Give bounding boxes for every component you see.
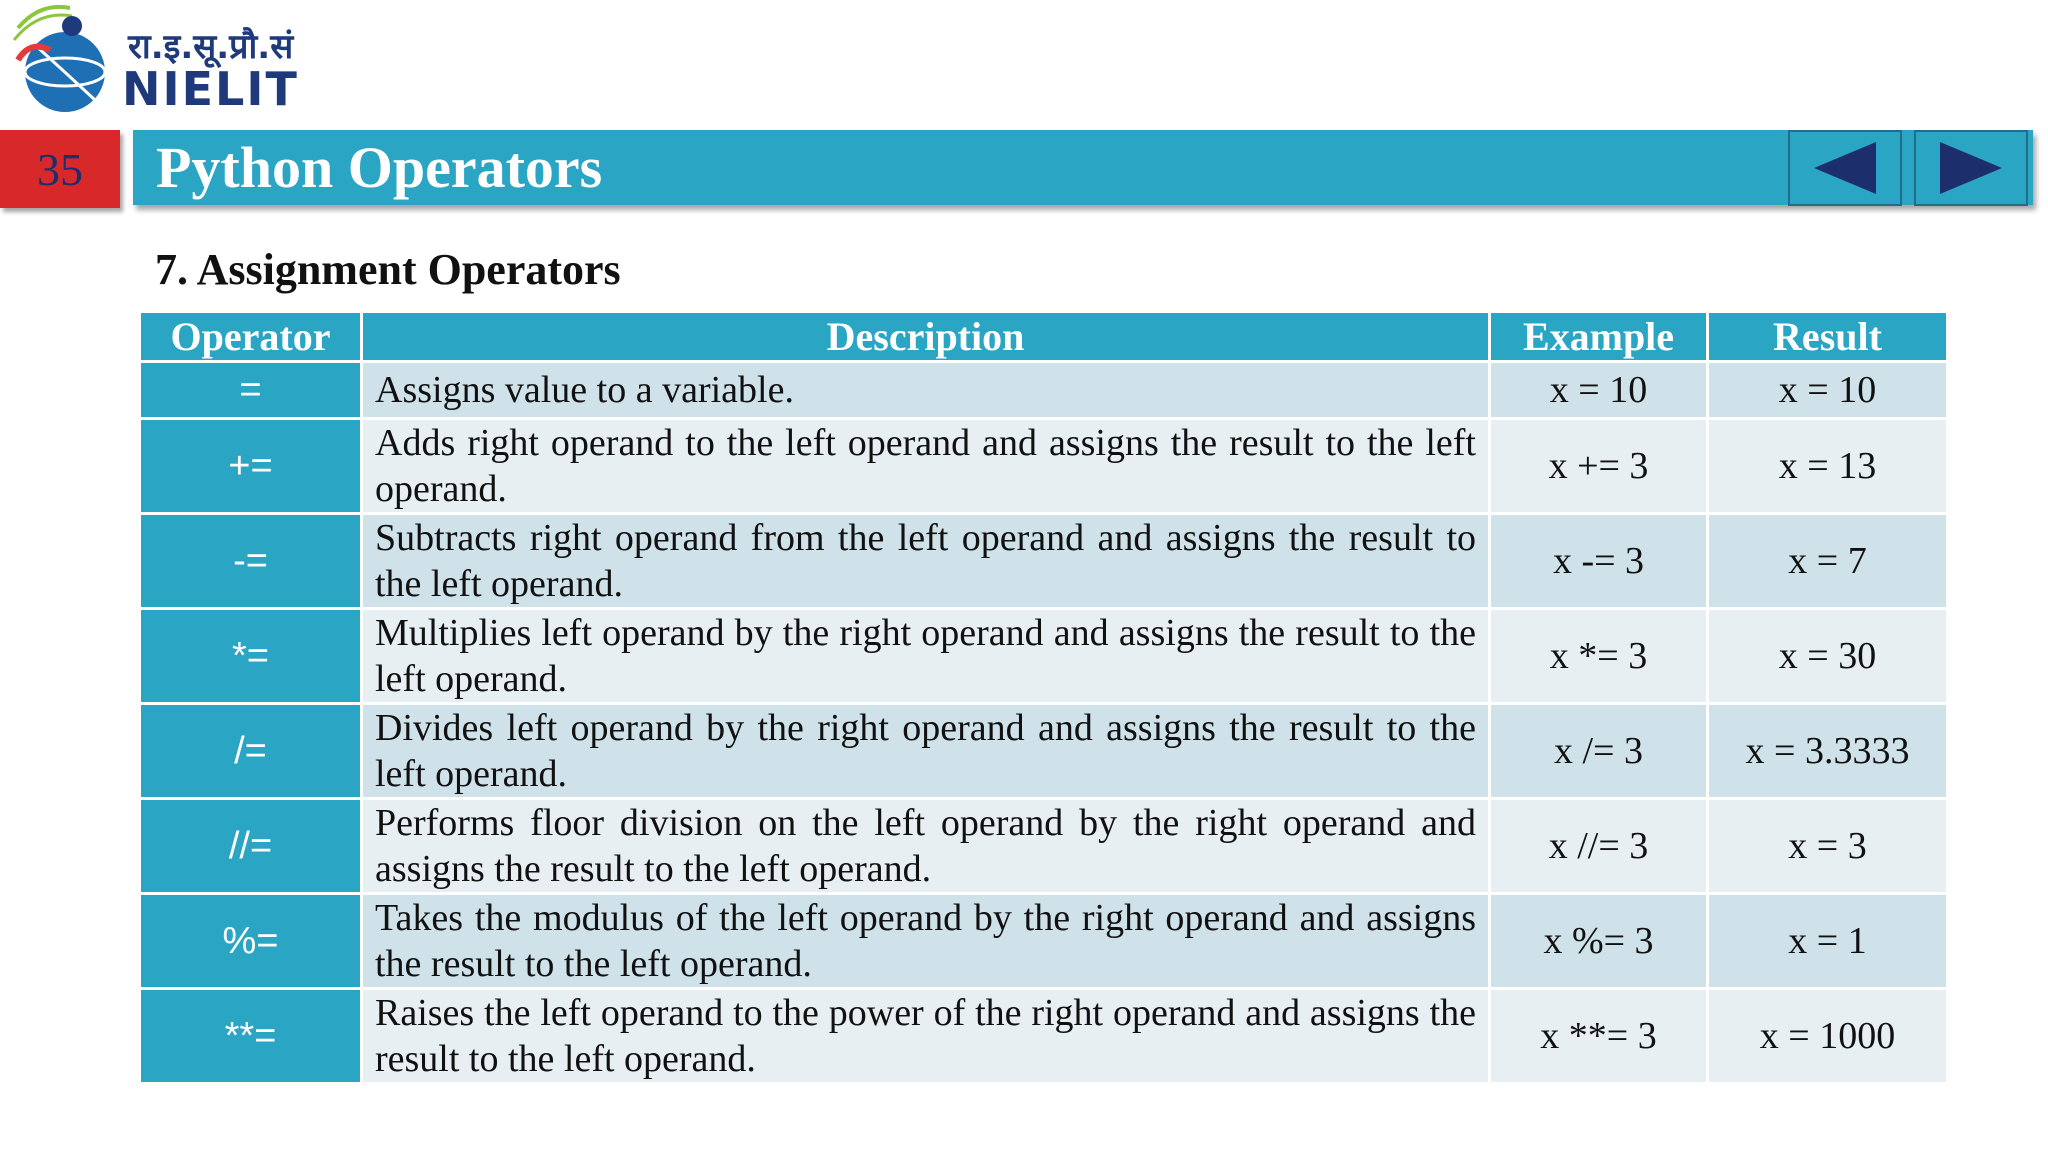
example-cell: x -= 3 [1490, 514, 1708, 609]
operator-cell: *= [140, 609, 362, 704]
table-row [140, 362, 1948, 419]
result-cell: x = 7 [1708, 514, 1948, 609]
table-header-row [140, 312, 1948, 362]
header-description: Description [362, 312, 1490, 362]
table-row [140, 609, 1948, 704]
example-cell: x %= 3 [1490, 894, 1708, 989]
operator-cell: %= [140, 894, 362, 989]
description-cell: Subtracts right operand from the left operand and assigns the result to the left operand. [362, 514, 1490, 609]
result-cell: x = 3.3333 [1708, 704, 1948, 799]
logo-name-text: NIELIT [122, 62, 299, 116]
result-cell: x = 1000 [1708, 989, 1948, 1084]
triangle-right-icon [1936, 140, 2006, 196]
example-cell: x /= 3 [1490, 704, 1708, 799]
operator-cell: += [140, 419, 362, 514]
triangle-left-icon [1810, 140, 1880, 196]
description-cell: Takes the modulus of the left operand by the right operand and assigns the result to the left operand. [362, 894, 1490, 989]
previous-slide-button[interactable] [1788, 130, 1902, 206]
page-title: Python Operators [156, 135, 603, 200]
table-row [140, 704, 1948, 799]
operator-cell: /= [140, 704, 362, 799]
example-cell: x = 10 [1490, 362, 1708, 419]
next-slide-button[interactable] [1914, 130, 2028, 206]
table-row [140, 419, 1948, 514]
result-cell: x = 10 [1708, 362, 1948, 419]
description-cell: Performs floor division on the left operand by the right operand and assigns the result to the left operand. [362, 799, 1490, 894]
title-bar [133, 130, 2033, 205]
header-result: Result [1708, 312, 1948, 362]
header-example: Example [1490, 312, 1708, 362]
description-cell: Raises the left operand to the power of the right operand and assigns the result to the left operand. [362, 989, 1490, 1084]
example-cell: x **= 3 [1490, 989, 1708, 1084]
result-cell: x = 13 [1708, 419, 1948, 514]
description-cell: Multiplies left operand by the right operand and assigns the result to the left operand. [362, 609, 1490, 704]
slide-number: 35 [0, 130, 120, 208]
operator-cell: = [140, 362, 362, 419]
description-cell: Adds right operand to the left operand and assigns the result to the left operand. [362, 419, 1490, 514]
description-cell: Assigns value to a variable. [362, 362, 1490, 419]
operator-cell: **= [140, 989, 362, 1084]
result-cell: x = 1 [1708, 894, 1948, 989]
assignment-operators-table [138, 310, 1949, 1085]
example-cell: x *= 3 [1490, 609, 1708, 704]
globe-logo-icon [10, 0, 120, 120]
result-cell: x = 30 [1708, 609, 1948, 704]
table-row [140, 514, 1948, 609]
table-row [140, 799, 1948, 894]
section-heading: 7. Assignment Operators [155, 245, 621, 294]
nielit-logo [10, 0, 310, 125]
example-cell: x += 3 [1490, 419, 1708, 514]
table-row [140, 894, 1948, 989]
operator-cell: -= [140, 514, 362, 609]
table-row [140, 989, 1948, 1084]
result-cell: x = 3 [1708, 799, 1948, 894]
header-operator: Operator [140, 312, 362, 362]
logo-hindi-text: रा.इ.सू.प्रौ.सं [128, 27, 294, 67]
operator-cell: //= [140, 799, 362, 894]
description-cell: Divides left operand by the right operand and assigns the result to the left operand. [362, 704, 1490, 799]
example-cell: x //= 3 [1490, 799, 1708, 894]
